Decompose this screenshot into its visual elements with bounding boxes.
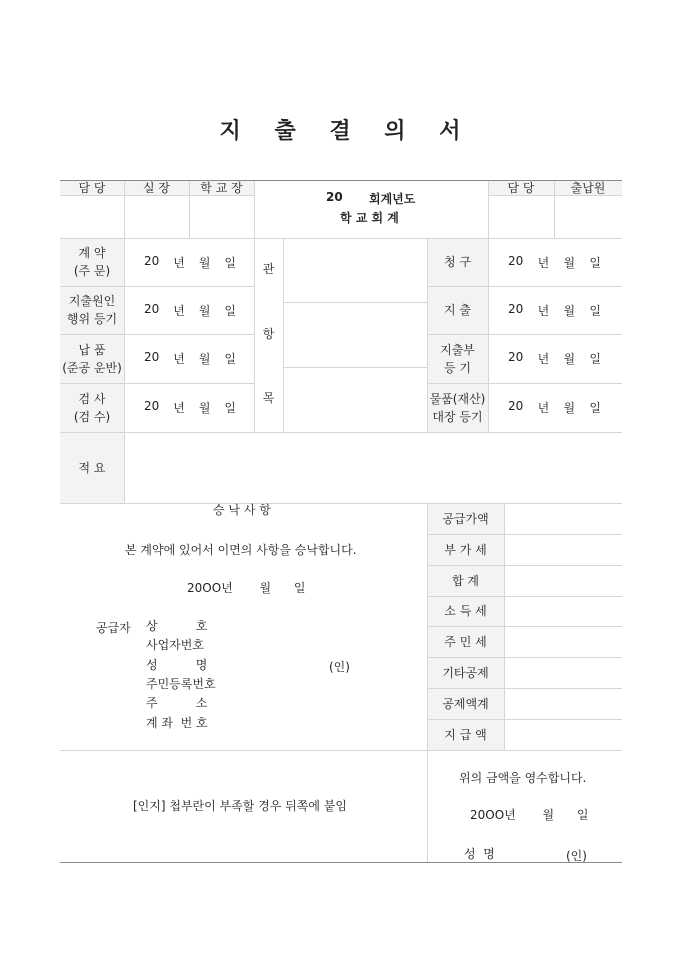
date-year-unit: 년 xyxy=(537,401,550,415)
amount-other-deduction[interactable] xyxy=(505,658,622,688)
amount-supply-value[interactable] xyxy=(505,504,622,534)
date-year: 20 xyxy=(144,350,160,364)
label-inspection: 검 사 (검 수) xyxy=(73,391,111,424)
amount-deduction-total[interactable] xyxy=(505,689,622,719)
supplier-label: 공급자 xyxy=(96,621,131,635)
date-month-unit: 월 xyxy=(198,401,211,415)
label-supply-value: 공급가액 xyxy=(442,511,489,526)
approval-header-staff-right: 담 당 xyxy=(507,180,535,195)
date-day-unit: 일 xyxy=(224,352,236,366)
date-month-unit: 월 xyxy=(563,256,576,270)
date-day-unit: 일 xyxy=(589,256,601,270)
approval-header-chief: 실 장 xyxy=(143,180,170,195)
date-day-unit: 일 xyxy=(589,401,601,415)
date-day-unit: 일 xyxy=(589,352,601,366)
date-year: 20 xyxy=(508,254,524,268)
date-month-unit: 월 xyxy=(563,304,576,318)
date-month-unit: 월 xyxy=(563,352,576,366)
date-month-unit: 월 xyxy=(198,304,211,318)
table-bottom-border xyxy=(60,862,622,863)
label-resident-tax: 주 민 세 xyxy=(444,634,487,649)
label-mok: 목 xyxy=(262,391,275,405)
field-company-name: 상 호 xyxy=(146,619,208,633)
label-income-tax: 소 득 세 xyxy=(444,604,487,618)
date-year-unit: 년 xyxy=(173,304,185,318)
consent-heading: 승 낙 사 항 xyxy=(213,503,271,517)
label-total: 합 계 xyxy=(452,573,479,588)
date-day-unit: 일 xyxy=(224,256,236,270)
field-resident-number: 주민등록번호 xyxy=(146,677,216,691)
document-title: 지 출 결 의 서 xyxy=(219,119,474,144)
field-business-number: 사업자번호 xyxy=(146,638,204,652)
label-ledger-registration: 지출부 등 기 xyxy=(440,342,475,375)
field-mok[interactable] xyxy=(284,368,427,432)
signature-box-staff[interactable] xyxy=(125,196,189,238)
label-claim: 청 구 xyxy=(444,255,471,269)
date-year: 20 xyxy=(508,302,524,316)
account-type: 학 교 회 계 xyxy=(340,211,399,225)
amount-vat[interactable] xyxy=(505,535,622,565)
field-gwan[interactable] xyxy=(284,239,427,302)
date-day-unit: 일 xyxy=(224,401,236,415)
date-month-unit: 월 xyxy=(198,352,211,366)
receipt-seal: (인) xyxy=(566,849,587,863)
date-year: 20 xyxy=(144,399,160,413)
date-year-unit: 년 xyxy=(537,256,550,270)
receipt-statement: 위의 금액을 영수합니다. xyxy=(459,771,587,785)
approval-header-staff: 담 당 xyxy=(78,180,106,195)
approval-header-principal: 학 교 장 xyxy=(200,180,243,195)
field-hang[interactable] xyxy=(284,303,427,367)
date-year: 20 xyxy=(144,302,160,316)
date-expense-cause[interactable] xyxy=(144,302,236,319)
date-delivery[interactable] xyxy=(144,350,236,367)
date-year-unit: 년 xyxy=(173,401,185,415)
amount-resident-tax[interactable] xyxy=(505,627,622,657)
date-month-unit: 월 xyxy=(198,256,211,270)
label-vat: 부 가 세 xyxy=(444,542,487,557)
date-contract[interactable] xyxy=(144,254,236,271)
amount-total[interactable] xyxy=(505,566,622,596)
amount-income-tax[interactable] xyxy=(505,597,622,626)
date-claim[interactable] xyxy=(508,254,601,271)
date-year: 20 xyxy=(508,399,524,413)
signature-box-staff-right[interactable] xyxy=(489,196,554,238)
label-hang: 항 xyxy=(262,327,275,341)
date-year-unit: 년 xyxy=(173,256,185,270)
remarks-field[interactable] xyxy=(125,433,622,503)
date-property-ledger[interactable] xyxy=(508,399,601,416)
date-year-unit: 년 xyxy=(537,304,550,318)
receipt-date: 20OO년 월 일 xyxy=(470,808,589,822)
label-deduction-total: 공제액계 xyxy=(442,696,489,711)
stamp-attachment-note: [인지] 첩부란이 부족할 경우 뒤쪽에 붙임 xyxy=(133,799,347,813)
date-day-unit: 일 xyxy=(589,304,601,318)
supplier-seal: (인) xyxy=(329,660,350,674)
fiscal-year-label: 회계년도 xyxy=(369,192,416,206)
label-property-ledger: 물품(재산) 대장 등기 xyxy=(429,391,486,424)
date-year: 20 xyxy=(144,254,160,268)
date-year-unit: 년 xyxy=(537,352,550,366)
date-year-unit: 년 xyxy=(173,352,185,366)
date-ledger-registration[interactable] xyxy=(508,350,601,367)
date-year: 20 xyxy=(508,350,524,364)
field-address: 주 소 xyxy=(146,696,208,710)
label-remarks: 적 요 xyxy=(78,460,106,475)
line xyxy=(488,238,489,432)
fiscal-year-number: 20 xyxy=(326,190,343,204)
label-delivery: 납 품 (준공 운반) xyxy=(62,342,122,375)
signature-box-cashier[interactable] xyxy=(555,196,622,238)
consent-date: 20OO년 월 일 xyxy=(187,581,306,595)
label-payment-amount: 지 급 액 xyxy=(444,727,487,742)
label-contract: 계 약 (주 문) xyxy=(73,246,111,278)
label-other-deduction: 기타공제 xyxy=(442,665,489,680)
field-name: 성 명 xyxy=(146,658,208,672)
date-day-unit: 일 xyxy=(224,304,236,318)
date-inspection[interactable] xyxy=(144,399,236,416)
amount-payment[interactable] xyxy=(505,720,622,750)
label-expense-cause-registration: 지출원인 행위 등기 xyxy=(66,294,118,326)
label-expenditure: 지 출 xyxy=(444,303,471,317)
receipt-name-label: 성 명 xyxy=(464,847,495,861)
date-month-unit: 월 xyxy=(563,401,576,415)
approval-header-cashier: 출납원 xyxy=(570,180,606,195)
field-account-number: 계 좌 번 호 xyxy=(146,716,208,730)
line xyxy=(60,750,622,751)
date-expenditure[interactable] xyxy=(508,302,601,319)
signature-box-chief[interactable] xyxy=(190,196,254,238)
label-gwan: 관 xyxy=(262,262,275,276)
consent-statement: 본 계약에 있어서 이면의 사항을 승낙합니다. xyxy=(125,543,357,557)
